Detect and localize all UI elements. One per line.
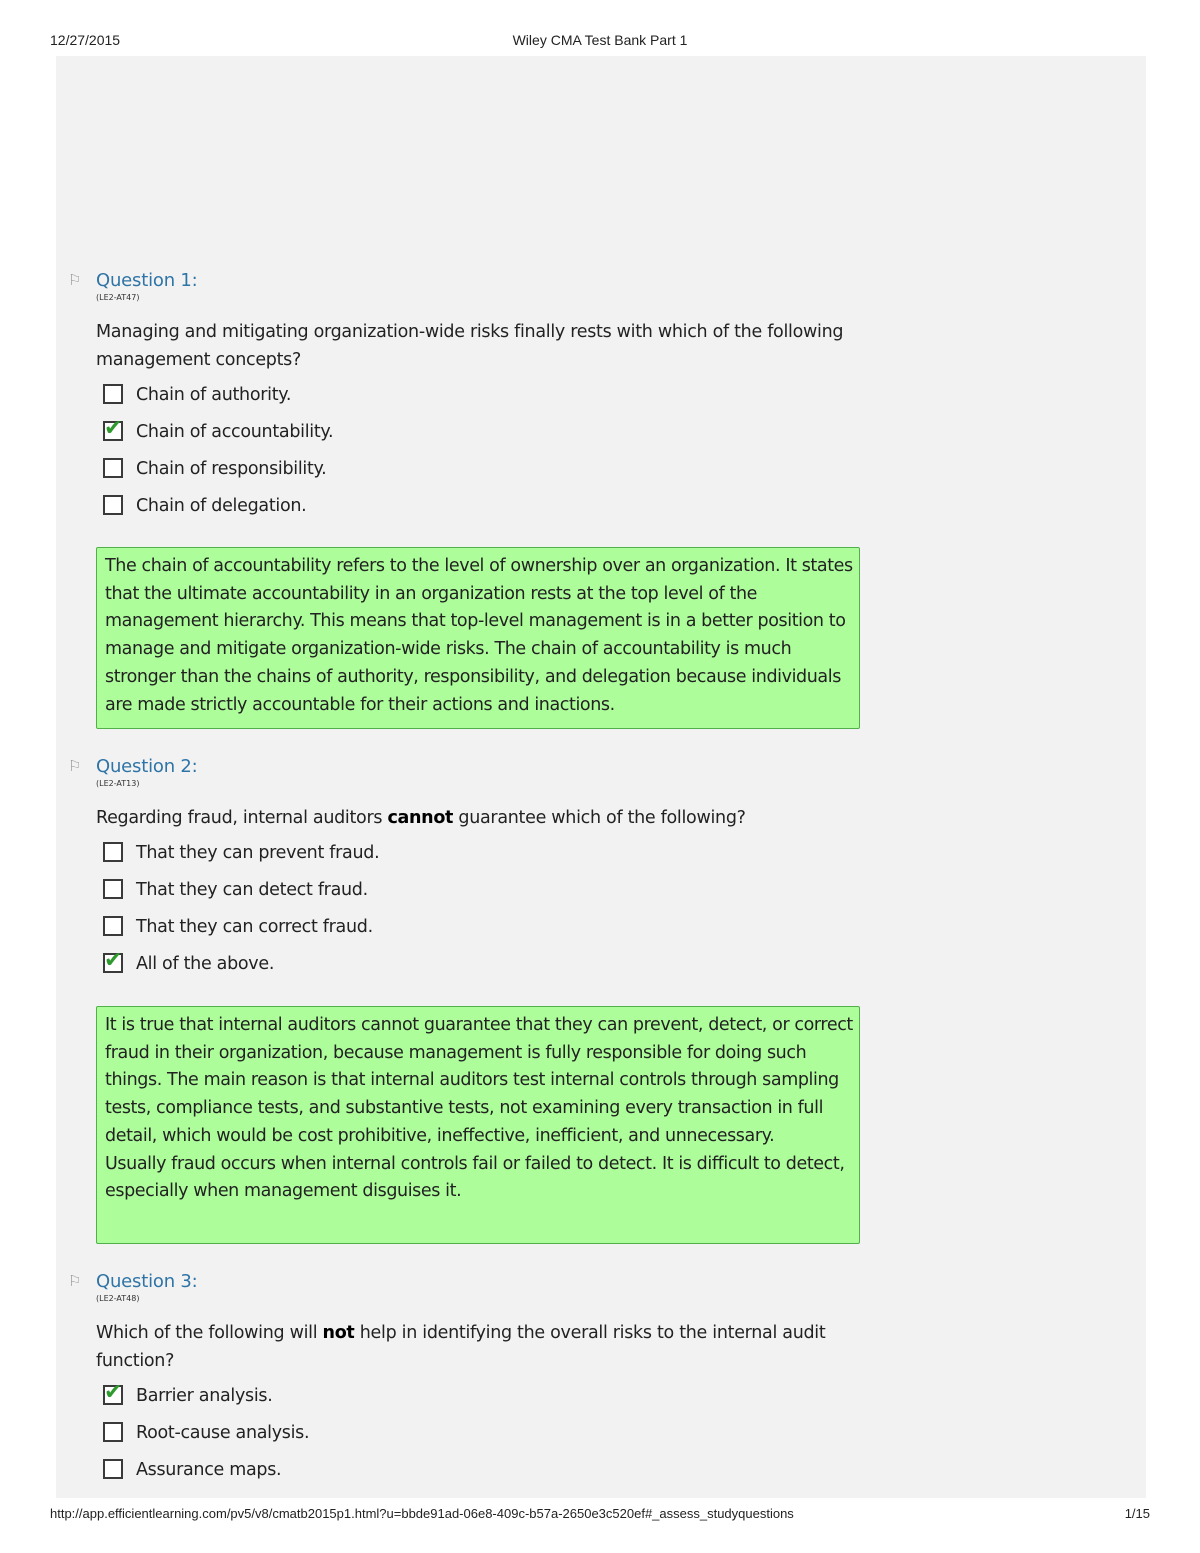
question-text-part: help in identifying the overall risks to the internal audit function? xyxy=(96,1323,826,1371)
answer-option[interactable] xyxy=(103,1382,860,1419)
answer-option[interactable] xyxy=(103,876,860,913)
answer-label: Chain of delegation. xyxy=(136,496,307,516)
answer-checkbox[interactable] xyxy=(103,1422,123,1442)
answer-option[interactable] xyxy=(103,913,860,950)
question-text-part: Regarding fraud, internal auditors xyxy=(96,808,388,828)
answer-label: Barrier analysis. xyxy=(136,1386,273,1406)
question-text-part: Which of the following will xyxy=(96,1323,323,1343)
answer-checkbox[interactable] xyxy=(103,384,123,404)
answer-checkbox[interactable] xyxy=(103,495,123,515)
question-title: Question 2: xyxy=(96,756,198,777)
flag-icon[interactable]: ⚐ xyxy=(68,272,82,289)
explanation-text: The chain of accountability refers to the level of ownership over an organization. It states that the ultimate accountability in an organization rests at the top level of the management hierarchy. This means that top-level management is in a better position to manage and mitigate organization-wide risks. The chain of accountability is much stronger than the chains of authority, responsibility, and delegation because individuals are made strictly accountable for their actions and inactions. xyxy=(105,556,853,715)
checkmark-icon: ✔ xyxy=(104,416,123,441)
answer-label: Chain of authority. xyxy=(136,385,292,405)
answer-label: Root-cause analysis. xyxy=(136,1423,310,1443)
checkmark-icon: ✔ xyxy=(104,1380,123,1405)
question-1 xyxy=(68,270,860,529)
answer-label: Chain of responsibility. xyxy=(136,459,327,479)
question-3 xyxy=(68,1271,860,1493)
answer-label: Chain of accountability. xyxy=(136,422,334,442)
question-code: (LE2-AT47) xyxy=(96,293,140,302)
content-panel xyxy=(56,56,1146,1498)
question-2 xyxy=(68,756,860,987)
explanation-text: Usually fraud occurs when internal controls fail or failed to detect. It is difficult to detect, especially when management disguises it. xyxy=(105,1153,845,1202)
answer-label: Assurance maps. xyxy=(136,1460,282,1480)
answer-option[interactable] xyxy=(103,1419,860,1456)
print-footer xyxy=(50,1506,1150,1524)
question-text xyxy=(96,1319,860,1375)
question-text-part: guarantee which of the following? xyxy=(453,808,746,828)
question-title: Question 1: xyxy=(96,270,198,291)
answer-label: All of the above. xyxy=(136,954,275,974)
question-text-part: Managing and mitigating organization-wide risks finally rests with which of the following management concepts? xyxy=(96,322,844,370)
answer-option[interactable] xyxy=(103,950,860,987)
print-title: Wiley CMA Test Bank Part 1 xyxy=(512,32,688,48)
flag-icon[interactable]: ⚐ xyxy=(68,758,82,775)
answer-option[interactable] xyxy=(103,381,860,418)
flag-icon[interactable]: ⚐ xyxy=(68,1273,82,1290)
question-code: (LE2-AT13) xyxy=(96,779,140,788)
answer-checkbox[interactable] xyxy=(103,916,123,936)
answer-label: That they can prevent fraud. xyxy=(136,843,380,863)
answer-checkbox[interactable] xyxy=(103,842,123,862)
answer-checkbox[interactable] xyxy=(103,1459,123,1479)
answer-checkbox-checked[interactable] xyxy=(103,948,123,973)
answer-option[interactable] xyxy=(103,1456,860,1493)
answer-label: That they can detect fraud. xyxy=(136,880,368,900)
answer-option[interactable] xyxy=(103,418,860,455)
explanation-box xyxy=(96,1006,860,1244)
answer-checkbox-checked[interactable] xyxy=(103,1380,123,1405)
print-header xyxy=(50,32,1150,50)
question-emphasis: cannot xyxy=(387,808,454,828)
answer-options xyxy=(103,839,860,987)
answer-checkbox-checked[interactable] xyxy=(103,416,123,441)
explanation-text: It is true that internal auditors cannot guarantee that they can prevent, detect, or correct fraud in their organization, because management is fully responsible for doing such things. The main reason is that internal auditors test internal controls through sampling tests, compliance tests, and substantive tests, not examining every transaction in full detail, which would be cost prohibitive, ineffective, inefficient, and unnecessary. xyxy=(105,1015,853,1146)
answer-options xyxy=(103,381,860,529)
answer-checkbox[interactable] xyxy=(103,879,123,899)
question-text xyxy=(96,804,860,832)
page-url: http://app.efficientlearning.com/pv5/v8/cmatb2015p1.html?u=bbde91ad-06e8-409c-b57a-2650e3c520ef#_assess_studyquestions xyxy=(50,1506,794,1521)
answer-option[interactable] xyxy=(103,492,860,529)
answer-label: That they can correct fraud. xyxy=(136,917,373,937)
question-title: Question 3: xyxy=(96,1271,198,1292)
question-emphasis: not xyxy=(322,1323,355,1343)
explanation-box xyxy=(96,547,860,729)
question-code: (LE2-AT48) xyxy=(96,1294,140,1303)
question-text xyxy=(96,318,860,374)
checkmark-icon: ✔ xyxy=(104,948,123,973)
answer-option[interactable] xyxy=(103,839,860,876)
answer-checkbox[interactable] xyxy=(103,458,123,478)
print-date: 12/27/2015 xyxy=(50,32,121,48)
page-number: 1/15 xyxy=(1124,1506,1150,1521)
answer-options xyxy=(103,1382,860,1493)
answer-option[interactable] xyxy=(103,455,860,492)
